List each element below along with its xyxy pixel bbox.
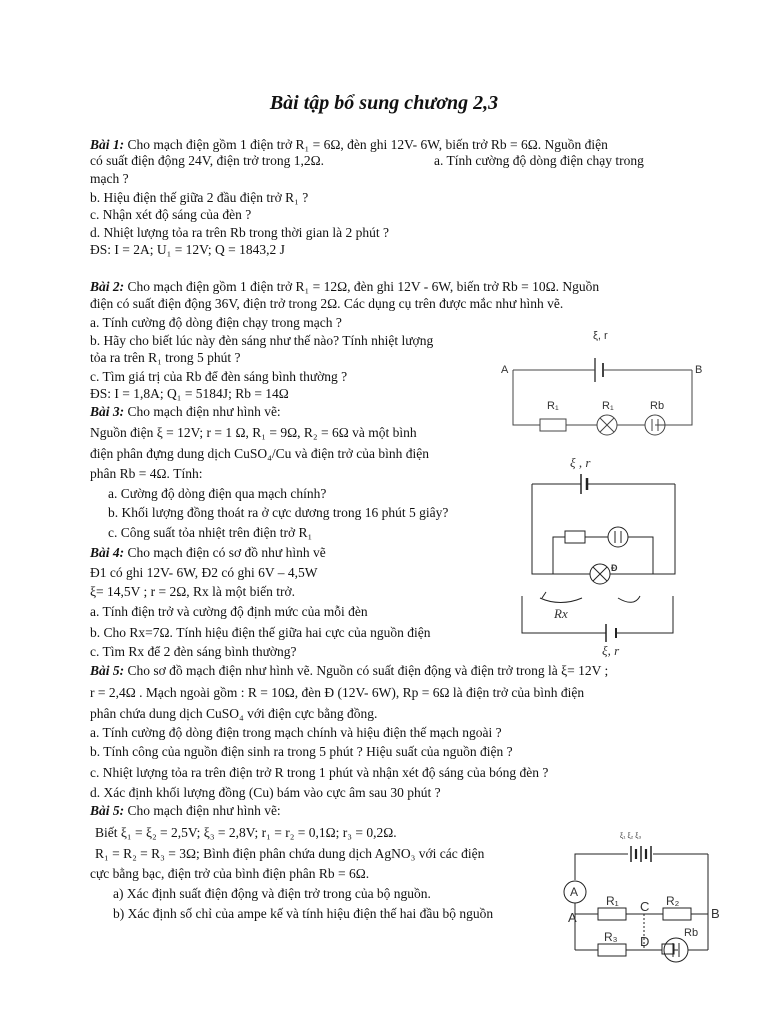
bai2-text-3: tỏa ra trên R₁ trong 5 phút ? bbox=[90, 350, 241, 365]
bai2-line1 bbox=[90, 279, 678, 295]
bai3-text-3: điện phân đựng dung dịch CuSO₄/Cu và điện trở của bình điện bbox=[90, 446, 429, 461]
bai3-line1 bbox=[90, 404, 281, 420]
bai4-text-2: Đ1 có ghi 12V- 6W, Đ2 có ghi 6V – 4,5W bbox=[90, 565, 318, 580]
circuit-diagram-bai2 bbox=[495, 325, 710, 450]
bai1-question-b: b. Hiệu điện thế giữa 2 đầu điện trở R₁ ? bbox=[90, 190, 309, 205]
bai3-text-4: phân Rb = 4Ω. Tính: bbox=[90, 466, 203, 481]
bai1-line1 bbox=[90, 137, 678, 153]
bai5a-heading: Bài 5: bbox=[90, 663, 125, 678]
bai2-heading: Bài 2: bbox=[90, 279, 125, 294]
bai5b-question-a: a) Xác định suất điện động và điện trở trong của bộ nguồn. bbox=[113, 886, 431, 901]
resistor-r1 bbox=[565, 531, 585, 543]
bai1-text-3: mạch ? bbox=[90, 171, 129, 186]
fig4-r1-label: R₁ bbox=[606, 894, 619, 908]
bai5b-line1 bbox=[90, 803, 281, 819]
bai5a-text-1: Cho sơ đồ mạch điện như hình vẽ. Nguồn có suất điện động và điện trở trong là ξ= 12V ; bbox=[127, 663, 609, 678]
fig3-source-label: ξ, r bbox=[602, 643, 620, 658]
bai5b-text-2: Biết ξ₁ = ξ₂ = 2,5V; ξ₃ = 2,8V; r₁ = r₂ = 0,1Ω; r₃ = 0,2Ω. bbox=[95, 825, 397, 840]
bai5b-text-1: Cho mạch điện như hình vẽ: bbox=[127, 803, 281, 818]
bai1-question-d: d. Nhiệt lượng tỏa ra trên Rb trong thời gian là 2 phút ? bbox=[90, 225, 390, 240]
bai4-question-a: a. Tính điện trở và cường độ định mức của mỗi đèn bbox=[90, 604, 368, 619]
fig1-node-b: B bbox=[695, 364, 703, 376]
fig1-lamp-label: R₁ bbox=[602, 400, 614, 412]
bai1-heading: Bài 1: bbox=[90, 137, 125, 152]
bai3-text-1: Cho mạch điện như hình vẽ: bbox=[127, 404, 281, 419]
bai5b-text-3: R₁ = R₂ = R₃ = 3Ω; Bình điện phân chứa dung dịch AgNO₃ với các điện bbox=[95, 846, 485, 861]
fig3-rx-label: Rx bbox=[554, 606, 568, 621]
bai3-question-b: b. Khối lượng đồng thoát ra ở cực dương trong 16 phút 5 giây? bbox=[108, 505, 449, 520]
bai4-text-1: Cho mạch điện có sơ đồ như hình vẽ bbox=[127, 545, 326, 560]
bai2-text-1: Cho mạch điện gồm 1 điện trở R₁ = 12Ω, đèn ghi 12V - 6W, biến trở Rb = 10Ω. Nguồn bbox=[127, 279, 600, 294]
bai4-heading: Bài 4: bbox=[90, 545, 125, 560]
fig4-node-a: A bbox=[568, 910, 577, 925]
fig2-source-label: ξ , r bbox=[570, 455, 591, 470]
bai4-text-3: ξ= 14,5V ; r = 2Ω, Rx là một biến trở. bbox=[90, 584, 296, 599]
bai4-question-c: c. Tìm Rx để 2 đèn sáng bình thường? bbox=[90, 644, 297, 659]
bai3-heading: Bài 3: bbox=[90, 404, 125, 419]
fig4-r3-label: R₃ bbox=[604, 930, 618, 944]
fig1-r1-label: R₁ bbox=[547, 400, 559, 412]
bai2-question-c: c. Tìm giá trị của Rb để đèn sáng bình thường ? bbox=[90, 369, 348, 384]
bai5a-text-2: r = 2,4Ω . Mạch ngoài gồm : R = 10Ω, đèn Đ (12V- 6W), Rp = 6Ω là điện trở của bình điện bbox=[90, 685, 585, 700]
bai5b-question-b: b) Xác định số chỉ của ampe kế và tính hiệu điện thế hai đầu bộ nguồn bbox=[113, 906, 494, 921]
bai1-question-c: c. Nhận xét độ sáng của đèn ? bbox=[90, 207, 252, 222]
bai5a-line1 bbox=[90, 663, 608, 679]
circuit-diagram-bai4 bbox=[518, 588, 678, 660]
circuit-diagram-bai3 bbox=[518, 452, 688, 592]
bai2-question-b: b. Hãy cho biết lúc này đèn sáng như thế nào? Tính nhiệt lượng bbox=[90, 333, 434, 348]
resistor-r1 bbox=[598, 908, 626, 920]
fig4-node-b: B bbox=[711, 906, 720, 921]
bai1-text-2: có suất điện động 24V, điện trở trong 1,2Ω. bbox=[90, 153, 325, 168]
bai5a-question-c: c. Nhiệt lượng tỏa ra trên điện trở R trong 1 phút và nhận xét độ sáng của bóng đèn ? bbox=[90, 765, 549, 780]
bai3-question-a: a. Cường độ dòng điện qua mạch chính? bbox=[108, 486, 327, 501]
fig4-ammeter-label: A bbox=[570, 885, 579, 899]
resistor-r3 bbox=[598, 944, 626, 956]
fig4-rb-label: Rb bbox=[684, 927, 699, 939]
bai5a-question-b: b. Tính công của nguồn điện sinh ra trong 5 phút ? Hiệu suất của nguồn điện ? bbox=[90, 744, 513, 759]
bai4-line1 bbox=[90, 545, 326, 561]
bai5b-text-4: cực bằng bạc, điện trở của bình điện phân Rb = 6Ω. bbox=[90, 866, 370, 881]
resistor-r2 bbox=[663, 908, 691, 920]
bai3-text-2: Nguồn điện ξ = 12V; r = 1 Ω, R₁ = 9Ω, R₂ = 6Ω và một bình bbox=[90, 425, 417, 440]
fig4-node-c: C bbox=[640, 899, 650, 914]
fig1-source-label: ξ, r bbox=[593, 330, 608, 342]
bai5a-question-a: a. Tính cường độ dòng điện trong mạch chính và hiệu điện thế mạch ngoài ? bbox=[90, 725, 502, 740]
fig1-node-a: A bbox=[501, 364, 509, 376]
fig2-lamp-label: Đ bbox=[611, 563, 618, 573]
bai2-answer: ĐS: I = 1,8A; Q₁ = 5184J; Rb = 14Ω bbox=[90, 386, 289, 401]
resistor-r1 bbox=[540, 419, 566, 431]
bai3-question-c: c. Công suất tỏa nhiệt trên điện trở R₁ bbox=[108, 525, 313, 540]
bai5a-question-d: d. Xác định khối lượng đồng (Cu) bám vào cực âm sau 30 phút ? bbox=[90, 785, 441, 800]
bai1-question-a: a. Tính cường độ dòng điện chạy trong bbox=[434, 153, 644, 168]
circuit-diagram-bai5b bbox=[558, 828, 733, 968]
bai1-text-1: Cho mạch điện gồm 1 điện trở R₁ = 6Ω, đèn ghi 12V- 6W, biến trở Rb = 6Ω. Nguồn điện bbox=[127, 137, 608, 152]
bai1-answer: ĐS: I = 2A; U₁ = 12V; Q = 1843,2 J bbox=[90, 242, 285, 257]
fig4-node-d: D bbox=[640, 934, 650, 949]
fig4-source-label: ξ₁ ξ₂ ξ₃ bbox=[620, 833, 642, 840]
bai5b-heading: Bài 5: bbox=[90, 803, 125, 818]
fig1-rb-label: Rb bbox=[650, 400, 665, 412]
fig4-r2-label: R₂ bbox=[666, 894, 680, 908]
electrolytic-cell-circle bbox=[608, 527, 628, 547]
bai2-question-a: a. Tính cường độ dòng điện chạy trong mạch ? bbox=[90, 315, 342, 330]
bai2-text-2: điện có suất điện động 36V, điện trở trong 2Ω. Các dụng cụ trên được mắc như hình vẽ. bbox=[90, 296, 564, 311]
bai4-question-b: b. Cho Rx=7Ω. Tính hiệu điện thế giữa hai cực của nguồn điện bbox=[90, 625, 431, 640]
page-title: Bài tập bổ sung chương 2,3 bbox=[269, 92, 499, 114]
bai5a-text-3: phân chứa dung dịch CuSO₄ với điện cực bằng đồng. bbox=[90, 706, 378, 721]
